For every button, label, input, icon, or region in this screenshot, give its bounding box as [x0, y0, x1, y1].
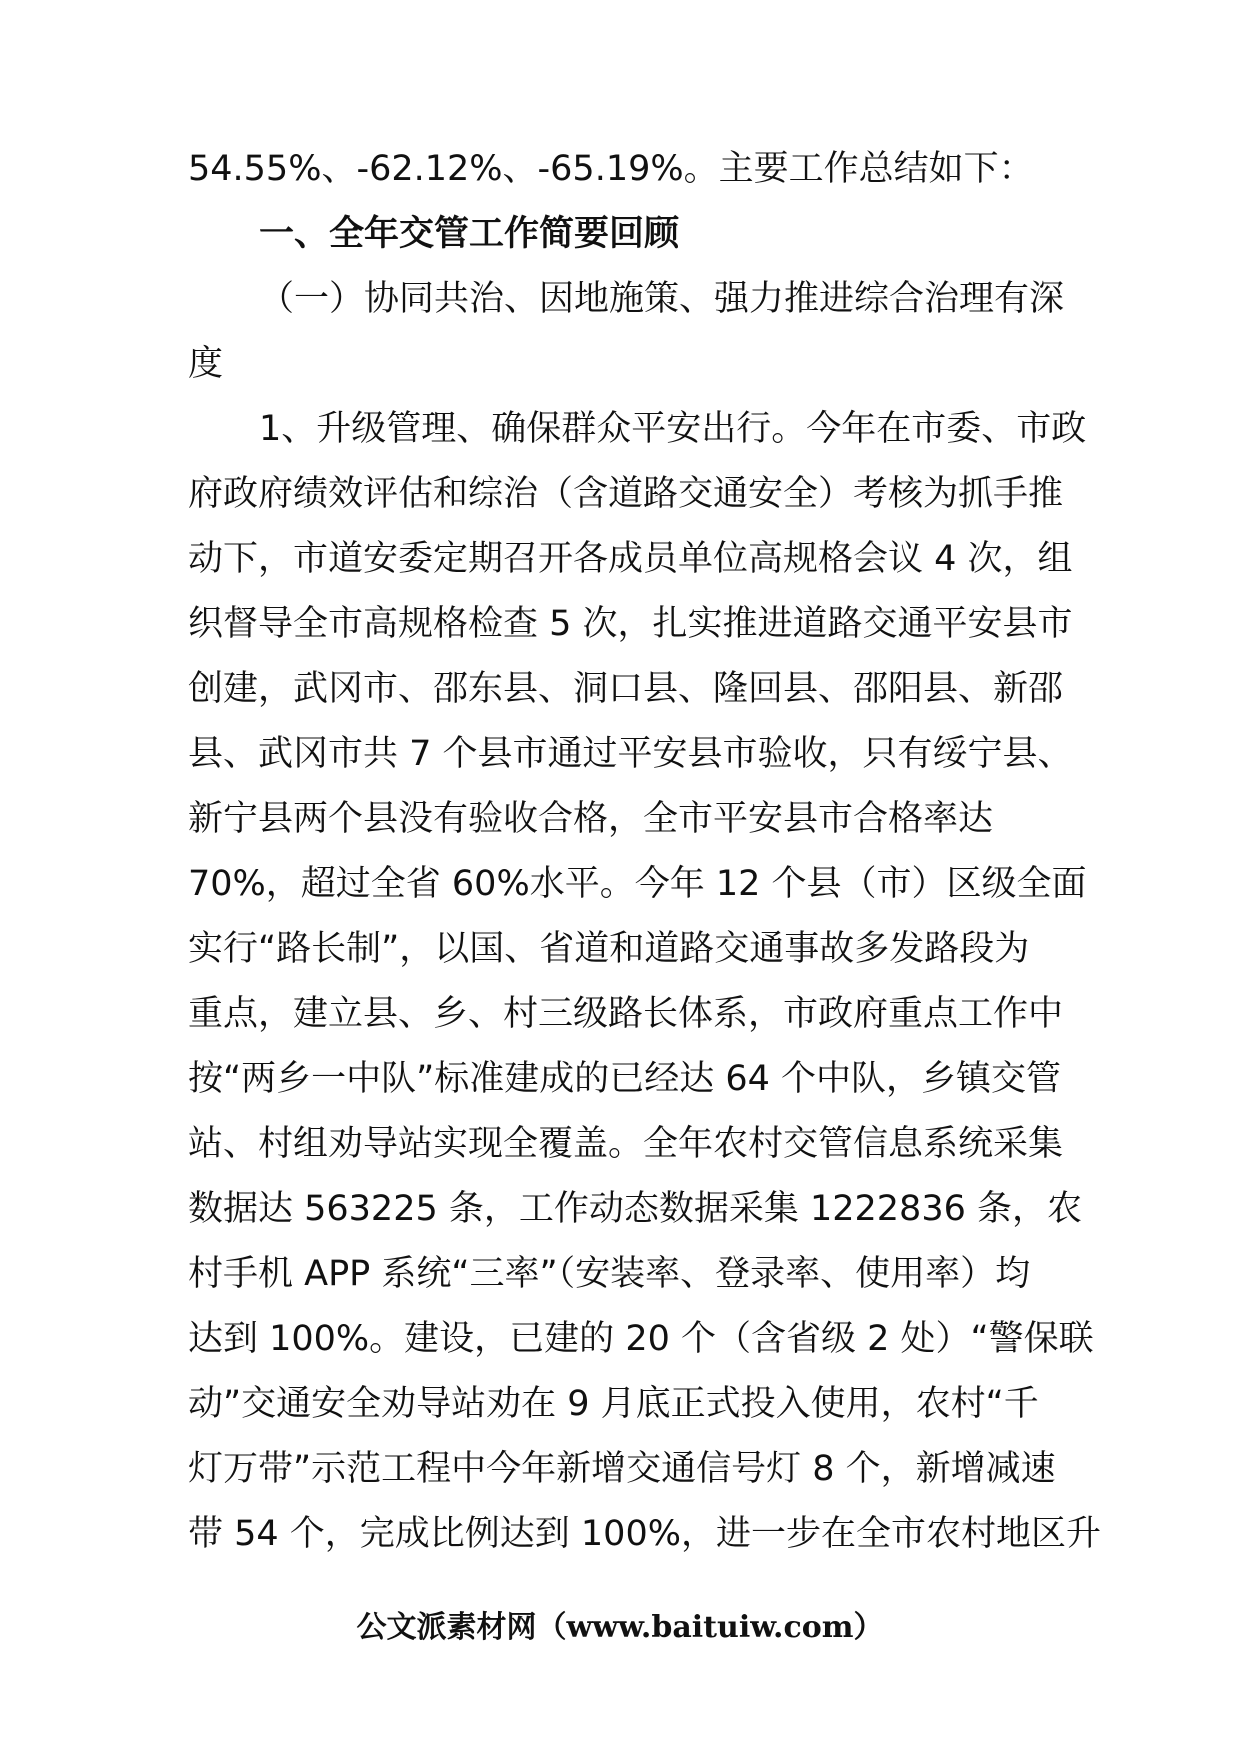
subsection-heading-continued: 度	[188, 344, 224, 384]
paragraph-line: 1、升级管理、确保群众平安出行。今年在市委、市政	[259, 409, 1087, 449]
paragraph-line: 村手机 APP 系统“三率”（安装率、登录率、使用率）均	[188, 1254, 1031, 1294]
section-heading: 一、全年交管工作简要回顾	[259, 214, 680, 254]
paragraph-line: 54.55%、-62.12%、-65.19%。主要工作总结如下：	[188, 149, 1034, 189]
paragraph-line: 重点，建立县、乡、村三级路长体系，市政府重点工作中	[188, 994, 1064, 1034]
paragraph-line: 动下，市道安委定期召开各成员单位高规格会议 4 次，组	[188, 539, 1073, 579]
paragraph-line: 织督导全市高规格检查 5 次，扎实推进道路交通平安县市	[188, 604, 1073, 644]
paragraph-line: 70%，超过全省 60%水平。今年 12 个县（市）区级全面	[188, 864, 1087, 904]
paragraph-line: 站、村组劝导站实现全覆盖。全年农村交管信息系统采集	[188, 1124, 1064, 1164]
paragraph-line: 动”交通安全劝导站劝在 9 月底正式投入使用，农村“千	[188, 1384, 1039, 1424]
paragraph-line: 数据达 563225 条，工作动态数据采集 1222836 条，农	[188, 1189, 1082, 1229]
paragraph-line: 县、武冈市共 7 个县市通过平安县市验收，只有绥宁县、	[188, 734, 1073, 774]
subsection-heading: （一）协同共治、因地施策、强力推进综合治理有深	[259, 279, 1065, 319]
paragraph-line: 实行“路长制”，以国、省道和道路交通事故多发路段为	[188, 929, 1030, 969]
paragraph-line: 带 54 个，完成比例达到 100%，进一步在全市农村地区升	[188, 1514, 1101, 1554]
footer-watermark: 公文派素材网（www.baituiw.com）	[356, 1610, 884, 1645]
paragraph-line: 府政府绩效评估和综治（含道路交通安全）考核为抓手推	[188, 474, 1064, 514]
paragraph-line: 新宁县两个县没有验收合格，全市平安县市合格率达	[188, 799, 994, 839]
paragraph-line: 创建，武冈市、邵东县、洞口县、隆回县、邵阳县、新邵	[188, 669, 1064, 709]
paragraph-line: 灯万带”示范工程中今年新增交通信号灯 8 个，新增减速	[188, 1449, 1056, 1489]
paragraph-line: 按“两乡一中队”标准建成的已经达 64 个中队，乡镇交管	[188, 1059, 1062, 1099]
document-body	[188, 137, 1101, 1567]
paragraph-line: 达到 100%。建设，已建的 20 个（含省级 2 处）“警保联	[188, 1319, 1094, 1359]
